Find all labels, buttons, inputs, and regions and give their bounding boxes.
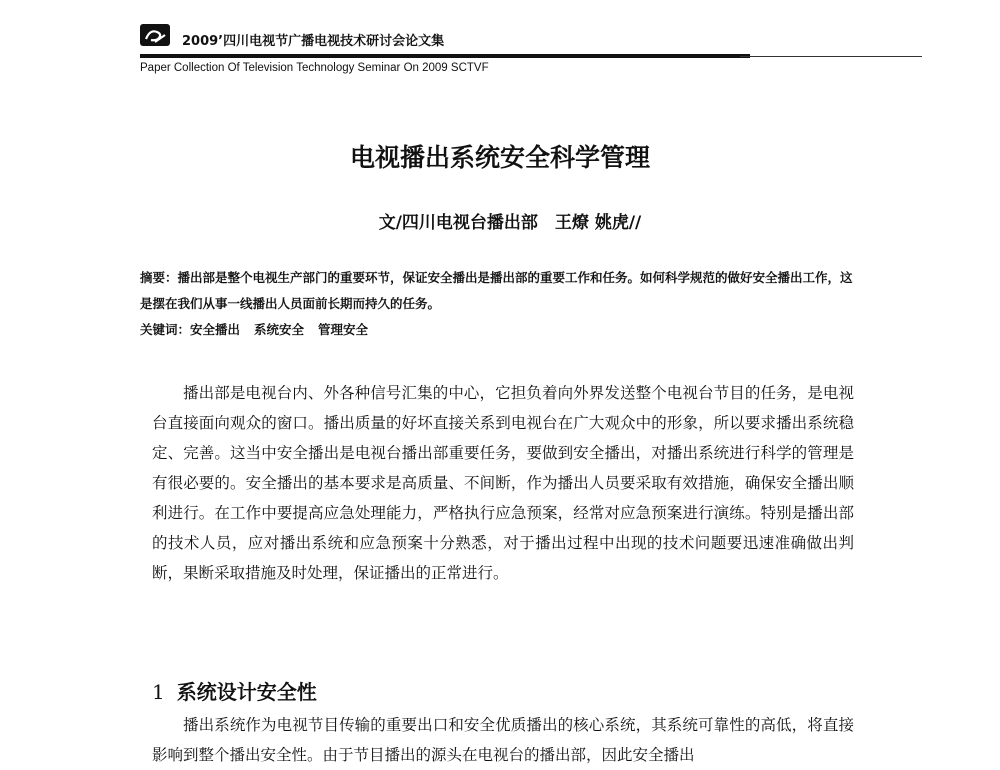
abstract: [140, 265, 858, 317]
abstract-label: 摘要：: [140, 270, 178, 285]
section-number: 1: [152, 680, 165, 704]
section-title: 系统设计安全性: [176, 680, 317, 704]
paragraph-text: 播出部是电视台内、外各种信号汇集的中心，它担负着向外界发送整个电视台节目的任务，是电视台直接面向观众的窗口。播出质量的好坏直接关系到电视台在广大观众中的形象，所以要求播出系统稳定、完善。这当中安全播出是电视台播出部重要任务，要做到安全播出，对播出系统进行科学的管理是有很必要的。安全播出的基本要求是高质量、不间断，作为播出人员要采取有效措施，确保安全播出顺利进行。在工作中要提高应急处理能力，严格执行应急预案，经常对应急预案进行演练。特别是播出部的技术人员，应对播出系统和应急预案十分熟悉，对于播出过程中出现的技术问题要迅速准确做出判断，果断采取措施及时处理，保证播出的正常进行。: [152, 384, 854, 582]
abstract-text: 播出部是整个电视生产部门的重要环节，保证安全播出是播出部的重要工作和任务。如何科学规范的做好安全播出工作，这是摆在我们从事一线播出人员面前长期而持久的任务。: [140, 270, 853, 311]
keywords-label: 关键词：: [140, 322, 191, 337]
article-title: 电视播出系统安全科学管理: [349, 143, 650, 172]
paragraph-text: 播出系统作为电视节目传输的重要出口和安全优质播出的核心系统，其系统可靠性的高低，将直接影响到整个播出安全性。由于节目播出的源头在电视台的播出部，因此安全播出: [152, 716, 854, 764]
publisher-logo-icon: [140, 24, 170, 46]
abstract-block: [140, 265, 858, 343]
article-author: 文/四川电视台播出部 王燎 姚虎//: [378, 213, 642, 233]
section-heading: [152, 676, 317, 705]
keyword: 系统安全: [254, 322, 305, 337]
keyword: 管理安全: [318, 322, 369, 337]
keyword: 安全播出: [190, 322, 241, 337]
proceedings-title-en: Paper Collection Of Television Technology Seminar On 2009 SCTVF: [140, 62, 489, 74]
proceedings-title: 2009’四川电视节广播电视技术研讨会论文集: [182, 34, 445, 49]
body-paragraph-1: [152, 378, 854, 588]
header-rule-thin: [740, 56, 922, 57]
header-rule: [140, 54, 750, 58]
keywords: [140, 317, 858, 343]
body-paragraph-2: [152, 710, 854, 770]
